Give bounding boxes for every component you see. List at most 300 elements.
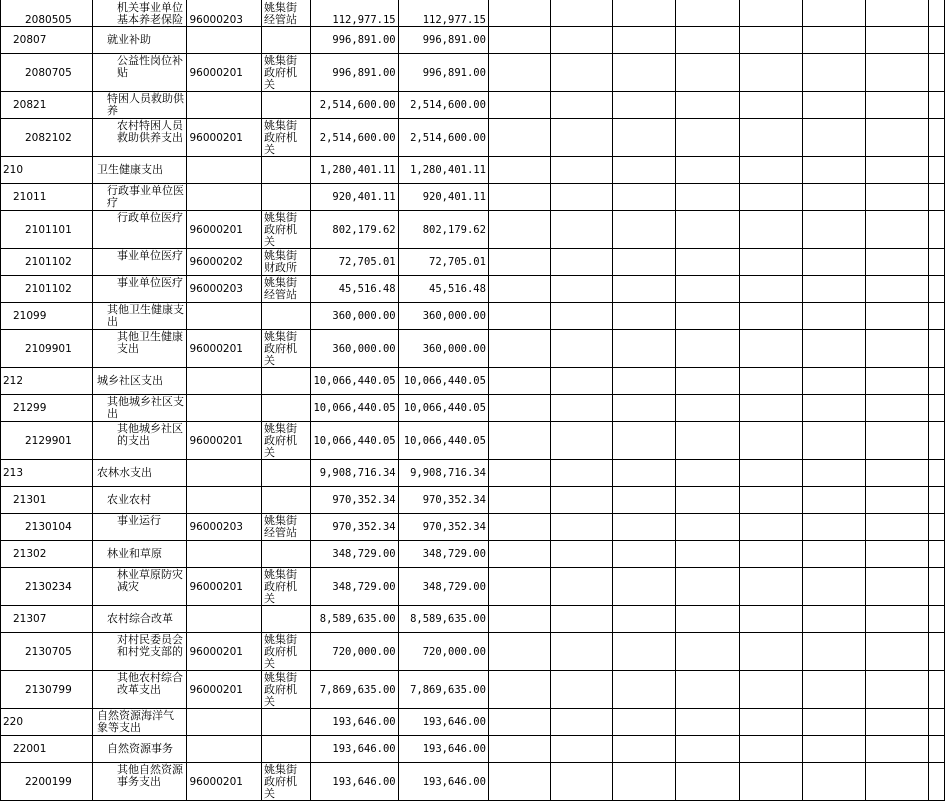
cell-unit-name[interactable]: 姚集街经管站 xyxy=(261,0,310,27)
cell-basic-amount[interactable]: 45,516.48 xyxy=(398,276,488,303)
cell-function-name[interactable]: 农业农村 xyxy=(93,487,187,514)
cell-empty[interactable] xyxy=(866,92,929,119)
cell-unit-name[interactable]: 姚集街经管站 xyxy=(261,276,310,303)
cell-empty[interactable] xyxy=(740,157,802,184)
cell-function-code[interactable]: 21307 xyxy=(1,606,93,633)
cell-empty[interactable] xyxy=(866,633,929,671)
cell-function-name[interactable]: 其他卫生健康支出 xyxy=(93,330,187,368)
cell-unit-name[interactable]: 姚集街政府机关 xyxy=(261,54,310,92)
cell-empty[interactable] xyxy=(551,276,613,303)
cell-function-name[interactable]: 行政单位医疗 xyxy=(93,211,187,249)
cell-unit-code[interactable] xyxy=(187,27,261,54)
cell-function-name[interactable]: 其他城乡社区的支出 xyxy=(93,422,187,460)
cell-function-name[interactable]: 自然资源海洋气象等支出 xyxy=(93,709,187,736)
cell-function-name[interactable]: 就业补助 xyxy=(93,27,187,54)
cell-empty[interactable] xyxy=(802,330,865,368)
cell-empty[interactable] xyxy=(676,514,740,541)
cell-empty[interactable] xyxy=(612,119,675,157)
cell-empty[interactable] xyxy=(740,211,802,249)
cell-empty[interactable] xyxy=(802,460,865,487)
cell-empty[interactable] xyxy=(866,709,929,736)
cell-empty[interactable] xyxy=(802,184,865,211)
cell-empty[interactable] xyxy=(866,568,929,606)
cell-function-code[interactable]: 220 xyxy=(1,709,93,736)
cell-empty[interactable] xyxy=(612,368,675,395)
cell-empty[interactable] xyxy=(676,633,740,671)
cell-empty[interactable] xyxy=(866,27,929,54)
cell-basic-amount[interactable]: 112,977.15 xyxy=(398,0,488,27)
cell-empty[interactable] xyxy=(488,330,550,368)
cell-empty[interactable] xyxy=(929,568,945,606)
cell-function-name[interactable]: 对村民委员会和村党支部的 xyxy=(93,633,187,671)
cell-empty[interactable] xyxy=(929,395,945,422)
cell-unit-code[interactable]: 96000203 xyxy=(187,0,261,27)
cell-empty[interactable] xyxy=(551,541,613,568)
cell-basic-amount[interactable]: 802,179.62 xyxy=(398,211,488,249)
cell-total-amount[interactable]: 802,179.62 xyxy=(310,211,398,249)
cell-empty[interactable] xyxy=(551,763,613,801)
cell-empty[interactable] xyxy=(676,27,740,54)
cell-empty[interactable] xyxy=(612,276,675,303)
cell-unit-code[interactable]: 96000203 xyxy=(187,514,261,541)
cell-empty[interactable] xyxy=(551,395,613,422)
cell-empty[interactable] xyxy=(551,368,613,395)
cell-unit-code[interactable]: 96000201 xyxy=(187,330,261,368)
cell-function-code[interactable]: 20807 xyxy=(1,27,93,54)
cell-unit-name[interactable]: 姚集街政府机关 xyxy=(261,119,310,157)
cell-total-amount[interactable]: 193,646.00 xyxy=(310,709,398,736)
cell-empty[interactable] xyxy=(488,460,550,487)
cell-unit-code[interactable] xyxy=(187,736,261,763)
cell-empty[interactable] xyxy=(866,395,929,422)
cell-empty[interactable] xyxy=(866,514,929,541)
cell-empty[interactable] xyxy=(488,763,550,801)
cell-empty[interactable] xyxy=(551,119,613,157)
cell-empty[interactable] xyxy=(802,0,865,27)
cell-unit-name[interactable]: 姚集街政府机关 xyxy=(261,763,310,801)
cell-basic-amount[interactable]: 10,066,440.05 xyxy=(398,368,488,395)
cell-function-name[interactable]: 事业单位医疗 xyxy=(93,276,187,303)
cell-function-name[interactable]: 其他自然资源事务支出 xyxy=(93,763,187,801)
cell-function-name[interactable]: 事业单位医疗 xyxy=(93,249,187,276)
cell-function-code[interactable]: 212 xyxy=(1,368,93,395)
cell-empty[interactable] xyxy=(802,763,865,801)
cell-basic-amount[interactable]: 193,646.00 xyxy=(398,763,488,801)
cell-unit-code[interactable] xyxy=(187,395,261,422)
cell-empty[interactable] xyxy=(612,487,675,514)
cell-empty[interactable] xyxy=(676,568,740,606)
cell-empty[interactable] xyxy=(612,671,675,709)
cell-unit-code[interactable]: 96000201 xyxy=(187,763,261,801)
cell-empty[interactable] xyxy=(740,119,802,157)
cell-empty[interactable] xyxy=(676,157,740,184)
cell-total-amount[interactable]: 10,066,440.05 xyxy=(310,422,398,460)
cell-empty[interactable] xyxy=(551,568,613,606)
cell-total-amount[interactable]: 112,977.15 xyxy=(310,0,398,27)
cell-unit-code[interactable]: 96000201 xyxy=(187,119,261,157)
cell-function-name[interactable]: 事业运行 xyxy=(93,514,187,541)
cell-empty[interactable] xyxy=(551,487,613,514)
cell-total-amount[interactable]: 996,891.00 xyxy=(310,54,398,92)
cell-empty[interactable] xyxy=(676,119,740,157)
cell-empty[interactable] xyxy=(612,157,675,184)
cell-empty[interactable] xyxy=(676,92,740,119)
cell-empty[interactable] xyxy=(740,54,802,92)
cell-function-name[interactable]: 特困人员救助供养 xyxy=(93,92,187,119)
cell-unit-code[interactable] xyxy=(187,487,261,514)
cell-unit-code[interactable]: 96000201 xyxy=(187,633,261,671)
cell-empty[interactable] xyxy=(612,763,675,801)
cell-basic-amount[interactable]: 348,729.00 xyxy=(398,568,488,606)
cell-unit-name[interactable] xyxy=(261,157,310,184)
cell-empty[interactable] xyxy=(802,633,865,671)
cell-empty[interactable] xyxy=(488,671,550,709)
cell-empty[interactable] xyxy=(488,249,550,276)
cell-unit-code[interactable] xyxy=(187,606,261,633)
cell-empty[interactable] xyxy=(676,303,740,330)
cell-empty[interactable] xyxy=(488,514,550,541)
cell-empty[interactable] xyxy=(551,27,613,54)
cell-function-name[interactable]: 农村综合改革 xyxy=(93,606,187,633)
cell-empty[interactable] xyxy=(740,568,802,606)
cell-empty[interactable] xyxy=(802,671,865,709)
cell-empty[interactable] xyxy=(802,541,865,568)
cell-function-name[interactable]: 林业和草原 xyxy=(93,541,187,568)
cell-basic-amount[interactable]: 10,066,440.05 xyxy=(398,395,488,422)
cell-function-code[interactable]: 2101102 xyxy=(1,249,93,276)
cell-basic-amount[interactable]: 970,352.34 xyxy=(398,487,488,514)
cell-empty[interactable] xyxy=(802,368,865,395)
cell-function-code[interactable]: 2200199 xyxy=(1,763,93,801)
cell-empty[interactable] xyxy=(551,54,613,92)
cell-empty[interactable] xyxy=(866,184,929,211)
cell-basic-amount[interactable]: 7,869,635.00 xyxy=(398,671,488,709)
cell-function-code[interactable]: 213 xyxy=(1,460,93,487)
cell-empty[interactable] xyxy=(612,330,675,368)
cell-unit-name[interactable]: 姚集街政府机关 xyxy=(261,633,310,671)
cell-empty[interactable] xyxy=(612,568,675,606)
cell-empty[interactable] xyxy=(551,330,613,368)
cell-function-code[interactable]: 21011 xyxy=(1,184,93,211)
cell-basic-amount[interactable]: 360,000.00 xyxy=(398,303,488,330)
cell-empty[interactable] xyxy=(802,568,865,606)
cell-empty[interactable] xyxy=(740,92,802,119)
cell-unit-name[interactable] xyxy=(261,487,310,514)
cell-empty[interactable] xyxy=(866,54,929,92)
cell-total-amount[interactable]: 45,516.48 xyxy=(310,276,398,303)
cell-function-code[interactable]: 2080505 xyxy=(1,0,93,27)
cell-empty[interactable] xyxy=(551,0,613,27)
cell-unit-name[interactable]: 姚集街政府机关 xyxy=(261,671,310,709)
cell-function-code[interactable]: 2082102 xyxy=(1,119,93,157)
cell-empty[interactable] xyxy=(929,422,945,460)
cell-empty[interactable] xyxy=(802,395,865,422)
cell-basic-amount[interactable]: 193,646.00 xyxy=(398,709,488,736)
cell-total-amount[interactable]: 9,908,716.34 xyxy=(310,460,398,487)
cell-empty[interactable] xyxy=(740,671,802,709)
cell-empty[interactable] xyxy=(866,736,929,763)
cell-unit-code[interactable] xyxy=(187,709,261,736)
cell-total-amount[interactable]: 1,280,401.11 xyxy=(310,157,398,184)
cell-function-code[interactable]: 210 xyxy=(1,157,93,184)
cell-empty[interactable] xyxy=(802,211,865,249)
cell-function-name[interactable]: 公益性岗位补贴 xyxy=(93,54,187,92)
cell-total-amount[interactable]: 7,869,635.00 xyxy=(310,671,398,709)
cell-basic-amount[interactable]: 8,589,635.00 xyxy=(398,606,488,633)
cell-total-amount[interactable]: 720,000.00 xyxy=(310,633,398,671)
cell-empty[interactable] xyxy=(929,54,945,92)
cell-empty[interactable] xyxy=(551,709,613,736)
cell-empty[interactable] xyxy=(802,276,865,303)
cell-empty[interactable] xyxy=(802,27,865,54)
cell-empty[interactable] xyxy=(929,303,945,330)
cell-unit-code[interactable]: 96000203 xyxy=(187,276,261,303)
cell-empty[interactable] xyxy=(612,709,675,736)
cell-total-amount[interactable]: 348,729.00 xyxy=(310,568,398,606)
cell-empty[interactable] xyxy=(488,211,550,249)
cell-unit-name[interactable] xyxy=(261,541,310,568)
cell-empty[interactable] xyxy=(488,633,550,671)
cell-unit-name[interactable]: 姚集街政府机关 xyxy=(261,330,310,368)
cell-function-code[interactable]: 21099 xyxy=(1,303,93,330)
cell-unit-name[interactable]: 姚集街政府机关 xyxy=(261,568,310,606)
cell-total-amount[interactable]: 970,352.34 xyxy=(310,514,398,541)
cell-empty[interactable] xyxy=(740,606,802,633)
cell-empty[interactable] xyxy=(929,249,945,276)
cell-empty[interactable] xyxy=(929,276,945,303)
cell-empty[interactable] xyxy=(802,514,865,541)
cell-empty[interactable] xyxy=(929,709,945,736)
cell-total-amount[interactable]: 72,705.01 xyxy=(310,249,398,276)
cell-total-amount[interactable]: 348,729.00 xyxy=(310,541,398,568)
cell-empty[interactable] xyxy=(488,276,550,303)
cell-empty[interactable] xyxy=(488,0,550,27)
cell-empty[interactable] xyxy=(929,92,945,119)
cell-empty[interactable] xyxy=(929,671,945,709)
cell-empty[interactable] xyxy=(866,541,929,568)
cell-empty[interactable] xyxy=(740,303,802,330)
cell-unit-name[interactable]: 姚集街政府机关 xyxy=(261,211,310,249)
cell-empty[interactable] xyxy=(488,606,550,633)
cell-empty[interactable] xyxy=(740,633,802,671)
cell-unit-code[interactable]: 96000201 xyxy=(187,54,261,92)
cell-empty[interactable] xyxy=(612,54,675,92)
cell-empty[interactable] xyxy=(488,27,550,54)
cell-unit-name[interactable] xyxy=(261,606,310,633)
cell-basic-amount[interactable]: 920,401.11 xyxy=(398,184,488,211)
cell-empty[interactable] xyxy=(866,249,929,276)
cell-empty[interactable] xyxy=(612,633,675,671)
cell-unit-code[interactable]: 96000201 xyxy=(187,211,261,249)
cell-unit-name[interactable]: 姚集街经管站 xyxy=(261,514,310,541)
cell-empty[interactable] xyxy=(929,514,945,541)
cell-empty[interactable] xyxy=(676,395,740,422)
cell-empty[interactable] xyxy=(551,157,613,184)
cell-function-code[interactable]: 2080705 xyxy=(1,54,93,92)
cell-function-code[interactable]: 2130234 xyxy=(1,568,93,606)
cell-function-name[interactable]: 自然资源事务 xyxy=(93,736,187,763)
cell-empty[interactable] xyxy=(866,422,929,460)
cell-empty[interactable] xyxy=(612,249,675,276)
cell-function-name[interactable]: 其他卫生健康支出 xyxy=(93,303,187,330)
cell-empty[interactable] xyxy=(929,487,945,514)
cell-empty[interactable] xyxy=(802,303,865,330)
cell-unit-code[interactable] xyxy=(187,92,261,119)
cell-empty[interactable] xyxy=(929,157,945,184)
cell-basic-amount[interactable]: 1,280,401.11 xyxy=(398,157,488,184)
cell-empty[interactable] xyxy=(676,330,740,368)
cell-empty[interactable] xyxy=(866,606,929,633)
cell-unit-name[interactable] xyxy=(261,460,310,487)
cell-function-code[interactable]: 2101101 xyxy=(1,211,93,249)
cell-total-amount[interactable]: 2,514,600.00 xyxy=(310,92,398,119)
cell-empty[interactable] xyxy=(929,460,945,487)
cell-empty[interactable] xyxy=(866,763,929,801)
cell-empty[interactable] xyxy=(676,54,740,92)
cell-function-name[interactable]: 其他城乡社区支出 xyxy=(93,395,187,422)
cell-basic-amount[interactable]: 72,705.01 xyxy=(398,249,488,276)
cell-empty[interactable] xyxy=(612,606,675,633)
cell-empty[interactable] xyxy=(612,422,675,460)
cell-unit-code[interactable] xyxy=(187,541,261,568)
cell-function-code[interactable]: 20821 xyxy=(1,92,93,119)
cell-unit-name[interactable] xyxy=(261,27,310,54)
cell-empty[interactable] xyxy=(676,249,740,276)
cell-empty[interactable] xyxy=(740,368,802,395)
cell-empty[interactable] xyxy=(740,736,802,763)
cell-empty[interactable] xyxy=(740,422,802,460)
cell-function-code[interactable]: 21301 xyxy=(1,487,93,514)
cell-empty[interactable] xyxy=(740,27,802,54)
cell-empty[interactable] xyxy=(612,460,675,487)
cell-empty[interactable] xyxy=(740,763,802,801)
cell-empty[interactable] xyxy=(676,763,740,801)
cell-function-code[interactable]: 2130799 xyxy=(1,671,93,709)
cell-unit-code[interactable] xyxy=(187,184,261,211)
cell-empty[interactable] xyxy=(488,157,550,184)
cell-empty[interactable] xyxy=(551,303,613,330)
cell-unit-name[interactable]: 姚集街政府机关 xyxy=(261,422,310,460)
cell-empty[interactable] xyxy=(740,514,802,541)
cell-basic-amount[interactable]: 360,000.00 xyxy=(398,330,488,368)
cell-unit-code[interactable]: 96000201 xyxy=(187,671,261,709)
cell-empty[interactable] xyxy=(866,0,929,27)
cell-function-code[interactable]: 2129901 xyxy=(1,422,93,460)
cell-unit-name[interactable]: 姚集街财政所 xyxy=(261,249,310,276)
cell-total-amount[interactable]: 970,352.34 xyxy=(310,487,398,514)
cell-empty[interactable] xyxy=(802,249,865,276)
cell-function-name[interactable]: 机关事业单位基本养老保险 xyxy=(93,0,187,27)
cell-empty[interactable] xyxy=(740,541,802,568)
cell-empty[interactable] xyxy=(929,368,945,395)
cell-basic-amount[interactable]: 2,514,600.00 xyxy=(398,92,488,119)
cell-empty[interactable] xyxy=(929,119,945,157)
cell-empty[interactable] xyxy=(488,54,550,92)
cell-empty[interactable] xyxy=(740,330,802,368)
cell-empty[interactable] xyxy=(740,395,802,422)
cell-total-amount[interactable]: 920,401.11 xyxy=(310,184,398,211)
cell-basic-amount[interactable]: 193,646.00 xyxy=(398,736,488,763)
cell-basic-amount[interactable]: 2,514,600.00 xyxy=(398,119,488,157)
cell-empty[interactable] xyxy=(612,184,675,211)
cell-basic-amount[interactable]: 996,891.00 xyxy=(398,54,488,92)
cell-unit-name[interactable] xyxy=(261,368,310,395)
cell-function-name[interactable]: 其他农村综合改革支出 xyxy=(93,671,187,709)
cell-empty[interactable] xyxy=(551,633,613,671)
cell-empty[interactable] xyxy=(866,330,929,368)
cell-empty[interactable] xyxy=(551,736,613,763)
cell-empty[interactable] xyxy=(676,709,740,736)
cell-empty[interactable] xyxy=(551,92,613,119)
cell-empty[interactable] xyxy=(612,541,675,568)
cell-basic-amount[interactable]: 348,729.00 xyxy=(398,541,488,568)
cell-unit-name[interactable] xyxy=(261,709,310,736)
cell-basic-amount[interactable]: 720,000.00 xyxy=(398,633,488,671)
cell-empty[interactable] xyxy=(740,249,802,276)
cell-empty[interactable] xyxy=(802,709,865,736)
cell-total-amount[interactable]: 360,000.00 xyxy=(310,303,398,330)
cell-basic-amount[interactable]: 9,908,716.34 xyxy=(398,460,488,487)
cell-total-amount[interactable]: 193,646.00 xyxy=(310,736,398,763)
cell-unit-code[interactable] xyxy=(187,157,261,184)
cell-empty[interactable] xyxy=(740,0,802,27)
cell-empty[interactable] xyxy=(929,736,945,763)
cell-empty[interactable] xyxy=(866,368,929,395)
cell-empty[interactable] xyxy=(802,92,865,119)
cell-empty[interactable] xyxy=(676,671,740,709)
cell-empty[interactable] xyxy=(551,671,613,709)
cell-empty[interactable] xyxy=(488,422,550,460)
cell-basic-amount[interactable]: 996,891.00 xyxy=(398,27,488,54)
cell-empty[interactable] xyxy=(929,27,945,54)
cell-unit-code[interactable]: 96000201 xyxy=(187,568,261,606)
cell-empty[interactable] xyxy=(488,92,550,119)
cell-empty[interactable] xyxy=(488,541,550,568)
cell-empty[interactable] xyxy=(929,330,945,368)
cell-empty[interactable] xyxy=(612,514,675,541)
cell-empty[interactable] xyxy=(676,184,740,211)
cell-empty[interactable] xyxy=(802,736,865,763)
cell-empty[interactable] xyxy=(740,460,802,487)
cell-function-code[interactable]: 21299 xyxy=(1,395,93,422)
cell-total-amount[interactable]: 2,514,600.00 xyxy=(310,119,398,157)
cell-empty[interactable] xyxy=(551,460,613,487)
cell-total-amount[interactable]: 8,589,635.00 xyxy=(310,606,398,633)
cell-empty[interactable] xyxy=(551,184,613,211)
cell-unit-code[interactable]: 96000202 xyxy=(187,249,261,276)
cell-empty[interactable] xyxy=(676,460,740,487)
cell-empty[interactable] xyxy=(551,249,613,276)
cell-empty[interactable] xyxy=(929,184,945,211)
cell-empty[interactable] xyxy=(866,119,929,157)
cell-total-amount[interactable]: 360,000.00 xyxy=(310,330,398,368)
cell-empty[interactable] xyxy=(612,736,675,763)
cell-empty[interactable] xyxy=(676,422,740,460)
cell-total-amount[interactable]: 193,646.00 xyxy=(310,763,398,801)
cell-empty[interactable] xyxy=(676,0,740,27)
cell-unit-name[interactable] xyxy=(261,184,310,211)
cell-empty[interactable] xyxy=(802,422,865,460)
cell-empty[interactable] xyxy=(676,276,740,303)
cell-empty[interactable] xyxy=(612,395,675,422)
cell-total-amount[interactable]: 996,891.00 xyxy=(310,27,398,54)
cell-unit-name[interactable] xyxy=(261,303,310,330)
cell-unit-code[interactable] xyxy=(187,368,261,395)
cell-function-code[interactable]: 2109901 xyxy=(1,330,93,368)
cell-empty[interactable] xyxy=(866,157,929,184)
cell-empty[interactable] xyxy=(612,92,675,119)
cell-empty[interactable] xyxy=(866,460,929,487)
